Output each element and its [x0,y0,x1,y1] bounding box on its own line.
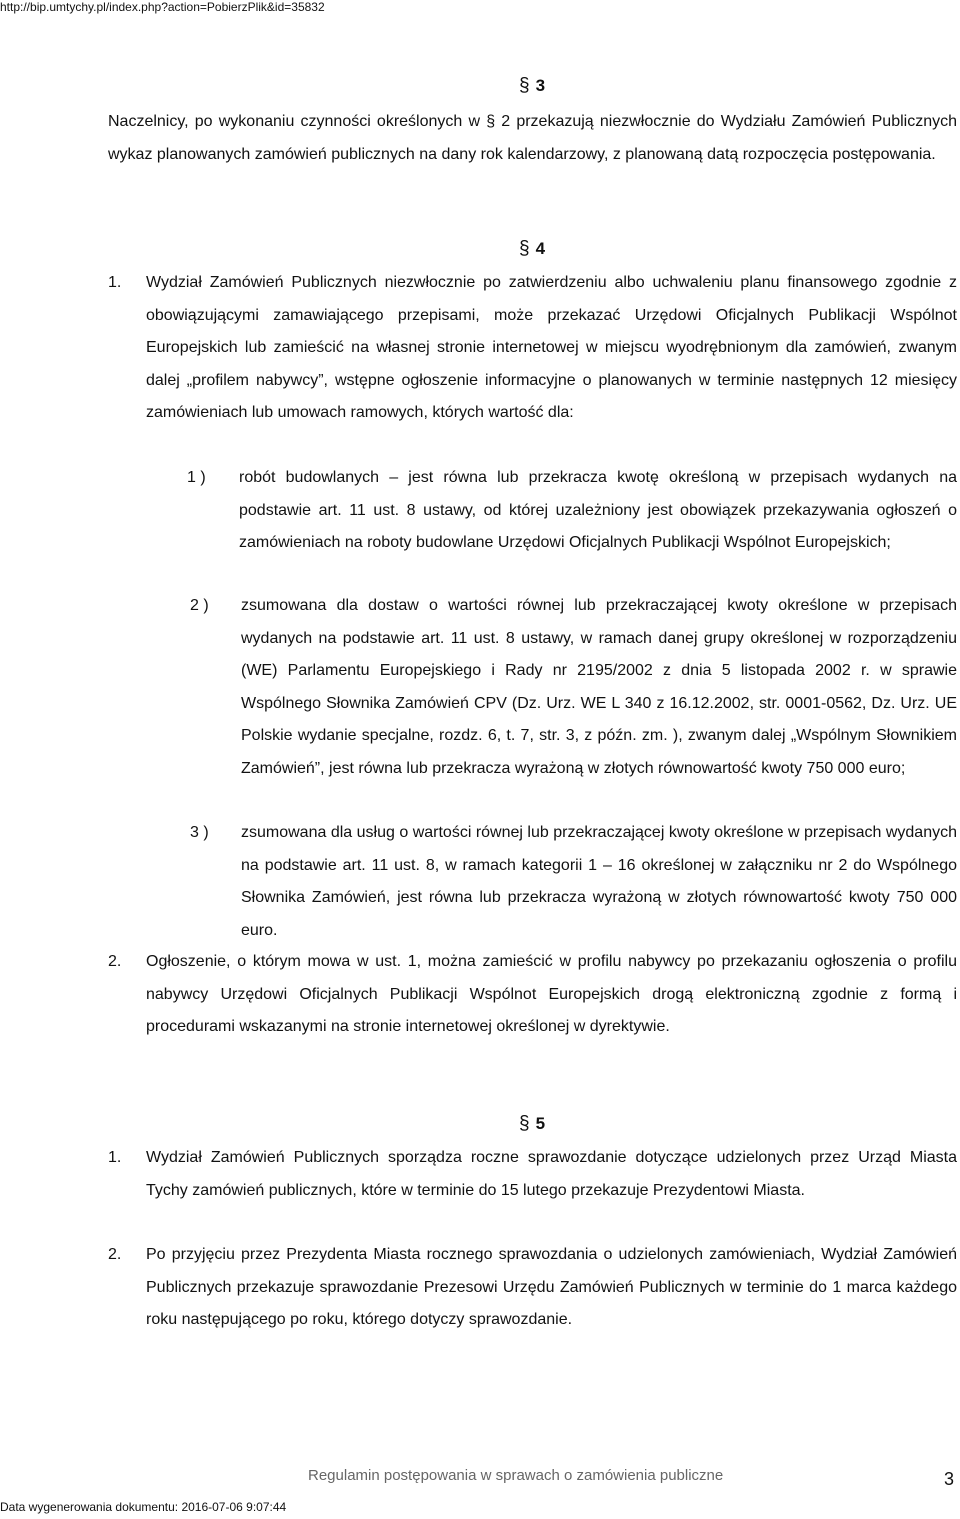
section-number: 4 [535,239,546,258]
section-5-point-1-number: 1. [108,1149,122,1166]
section-4-point-2-number: 2. [108,953,122,970]
section-4-point-1-number: 1. [108,274,122,291]
paragraph-symbol: § [519,75,530,96]
footer-document-title: Regulamin postępowania w sprawach o zamówienia publiczne [308,1467,724,1484]
section-number: 5 [535,1114,546,1133]
paragraph-symbol: § [519,1113,530,1134]
section-4-point-2-text: Ogłoszenie, o którym mowa w ust. 1, można zamieścić w profilu nabywcy po przekazaniu ogłoszenia o profilu nabywcy Urzędowi Oficjalnych Publikacji Wspólnot Europejskich drogą elektroniczną zgodnie z formą i procedurami wskazanymi na stronie internetowej określonej w dyrektywie. [146,953,957,1035]
page-number: 3 [944,1469,955,1489]
list-item-number: 2 ) [190,597,209,614]
list-item-text: zsumowana dla dostaw o wartości równej lub przekraczającej kwoty określone w przepisach wydanych na podstawie art. 11 ust. 8 ustawy, w ramach danej grupy określonej w rozporządzeniu (WE) Parlamentu Europejskiego i Rady nr 2195/2002 z dnia 5 listopada 2002 r. w sprawie Wspólnego Słownika Zamówień CPV (Dz. Urz. WE L 340 z 16.12.2002, str. 0001-0562, Dz. Urz. UE Polskie wydanie specjalne, rozdz. 6, t. 7, str. 3, z późn. zm. ), zwanym dalej „Wspólnym Słownikiem Zamówień”, jest równa lub przekracza wyrażoną w złotych równowartość kwoty 750 000 euro; [241,597,957,777]
section-heading-4 [519,238,545,260]
section-heading-5 [519,1113,545,1135]
section-4-point-1-text: Wydział Zamówień Publicznych niezwłocznie po zatwierdzeniu albo uchwaleniu planu finansowego zgodnie z obowiązującymi zamawiającego przepisami, może przekazać Urzędowi Oficjalnych Publikacji Wspólnot Europejskich lub zamieścić na własnej stronie internetowej w miejscu wyodrębnionym dla zamówień, zwanym dalej „profilem nabywcy”, wstępne ogłoszenie informacyjne o planowanych w terminie następnych 12 miesięcy zamówieniach lub umowach ramowych, których wartość dla: [146,274,957,421]
paragraph-symbol: § [519,238,530,259]
generation-date: Data wygenerowania dokumentu: 2016-07-06 9:07:44 [0,1500,287,1514]
section-5-point-2-text: Po przyjęciu przez Prezydenta Miasta rocznego sprawozdania o udzielonych zamówieniach, Wydział Zamówień Publicznych przekazuje sprawozdanie Prezesowi Urzędu Zamówień Publicznych w terminie do 1 marca każdego roku następującego po roku, którego dotyczy sprawozdanie. [146,1246,957,1328]
section-3-text: Naczelnicy, po wykonaniu czynności określonych w § 2 przekazują niezwłocznie do Wydziału Zamówień Publicznych wykaz planowanych zamówień publicznych na dany rok kalendarzowy, z planowaną datą rozpoczęcia postępowania. [108,113,957,163]
section-5-point-2-number: 2. [108,1246,122,1263]
section-number: 3 [535,76,546,95]
list-item-number: 1 ) [187,469,206,486]
section-5-point-1-text: Wydział Zamówień Publicznych sporządza roczne sprawozdanie dotyczące udzielonych przez Urząd Miasta Tychy zamówień publicznych, które w terminie do 15 lutego przekazuje Prezydentowi Miasta. [146,1149,957,1199]
list-item-text: zsumowana dla usług o wartości równej lub przekraczającej kwoty określone w przepisach wydanych na podstawie art. 11 ust. 8, w ramach kategorii 1 – 16 określonej w załączniku nr 2 do Wspólnego Słownika Zamówień, jest równa lub przekracza wyrażoną w złotych równowartość kwoty 750 000 euro. [241,824,957,939]
list-item-number: 3 ) [190,824,209,841]
list-item-text: robót budowlanych – jest równa lub przekracza kwotę określoną w przepisach wydanych na podstawie art. 11 ust. 8 ustawy, od której uzależniony jest obowiązek przekazywania ogłoszeń o zamówieniach na roboty budowlane Urzędowi Oficjalnych Publikacji Wspólnot Europejskich; [239,469,957,551]
section-heading-3 [519,75,545,97]
source-url: http://bip.umtychy.pl/index.php?action=PobierzPlik&id=35832 [0,0,325,14]
